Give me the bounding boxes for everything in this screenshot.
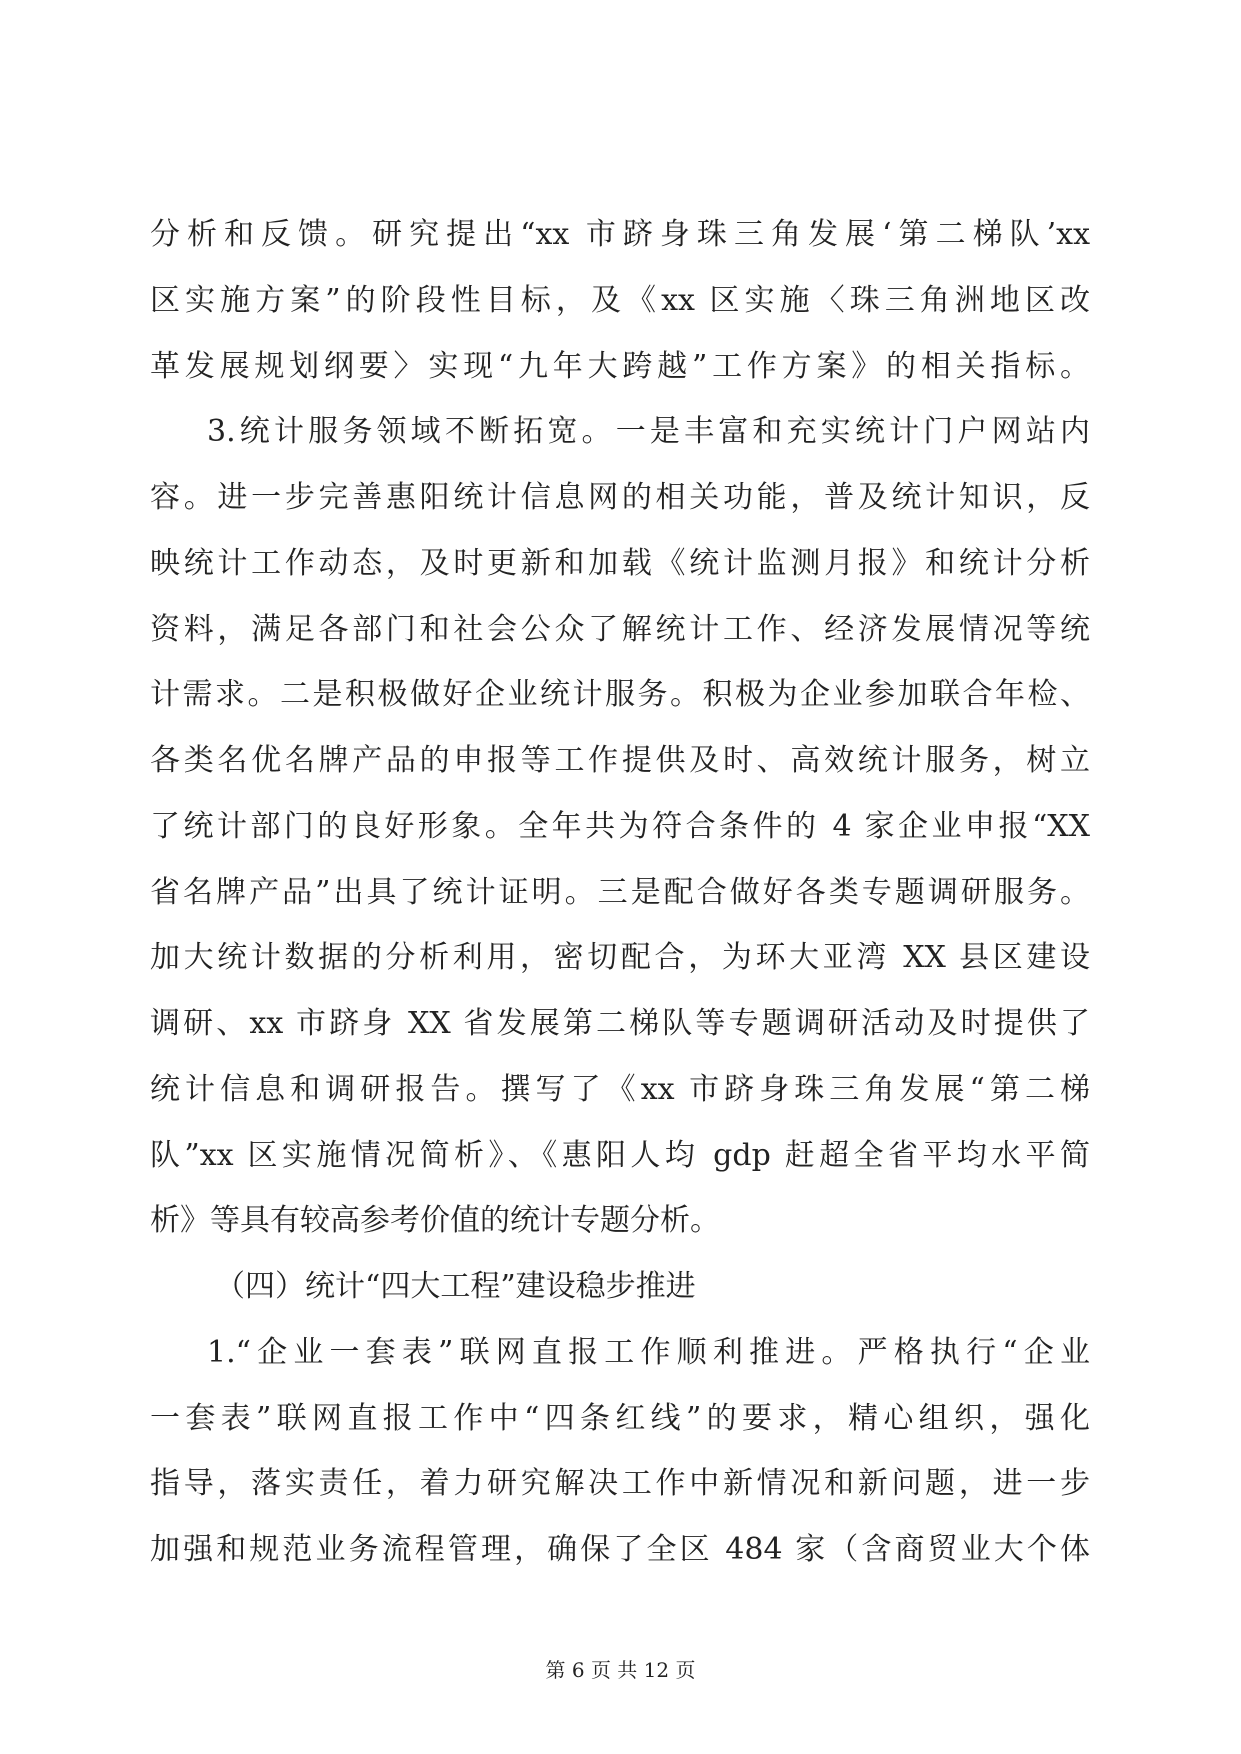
text-line: 调研、xx 市跻身 XX 省发展第二梯队等专题调研活动及时提供了 [150, 1006, 1090, 1041]
text-line: 区实施方案”的阶段性目标，及《xx 区实施〈珠三角洲地区改 [150, 282, 1090, 318]
text-line: 加大统计数据的分析利用，密切配合，为环大亚湾 XX 县区建设 [150, 940, 1090, 976]
text-line: 映统计工作动态，及时更新和加载《统计监测月报》和统计分析 [150, 545, 1090, 581]
text-line: 各类名优名牌产品的申报等工作提供及时、高效统计服务，树立 [150, 743, 1090, 778]
section-heading: （四）统计“四大工程”建设稳步推进 [215, 1269, 696, 1304]
text-line: 资料，满足各部门和社会公众了解统计工作、经济发展情况等统 [150, 611, 1090, 647]
paragraph-first-line: 1.“企业一套表”联网直报工作顺利推进。严格执行“企业 [207, 1334, 1090, 1370]
text-line: 计需求。二是积极做好企业统计服务。积极为企业参加联合年检、 [150, 677, 1090, 713]
text-line: 统计信息和调研报告。撰写了《xx 市跻身珠三角发展“第二梯 [150, 1071, 1090, 1107]
text-line: 省名牌产品”出具了统计证明。三是配合做好各类专题调研服务。 [150, 874, 1090, 910]
text-line: 队”xx 区实施情况简析》、《惠阳人均 gdp 赶超全省平均水平简 [150, 1137, 1090, 1173]
page-number-footer: 第 6 页 共 12 页 [545, 1658, 696, 1682]
text-line: 指导，落实责任，着力研究解决工作中新情况和新问题，进一步 [150, 1466, 1090, 1502]
paragraph-first-line: 3.统计服务领域不断拓宽。一是丰富和充实统计门户网站内 [207, 414, 1090, 450]
text-line: 革发展规划纲要〉实现“九年大跨越”工作方案》的相关指标。 [150, 348, 1090, 384]
text-line: 一套表”联网直报工作中“四条红线”的要求，精心组织，强化 [150, 1400, 1090, 1436]
paragraph-last-line: 析》等具有较高参考价值的统计专题分析。 [150, 1203, 720, 1239]
text-line: 了统计部门的良好形象。全年共为符合条件的 4 家企业申报“XX [150, 808, 1090, 844]
text-line: 容。进一步完善惠阳统计信息网的相关功能，普及统计知识，反 [150, 480, 1090, 515]
text-line: 分析和反馈。研究提出“xx 市跻身珠三角发展‘第二梯队’xx [150, 217, 1090, 252]
text-line: 加强和规范业务流程管理，确保了全区 484 家（含商贸业大个体 [150, 1532, 1090, 1567]
document-body [150, 202, 1090, 1583]
